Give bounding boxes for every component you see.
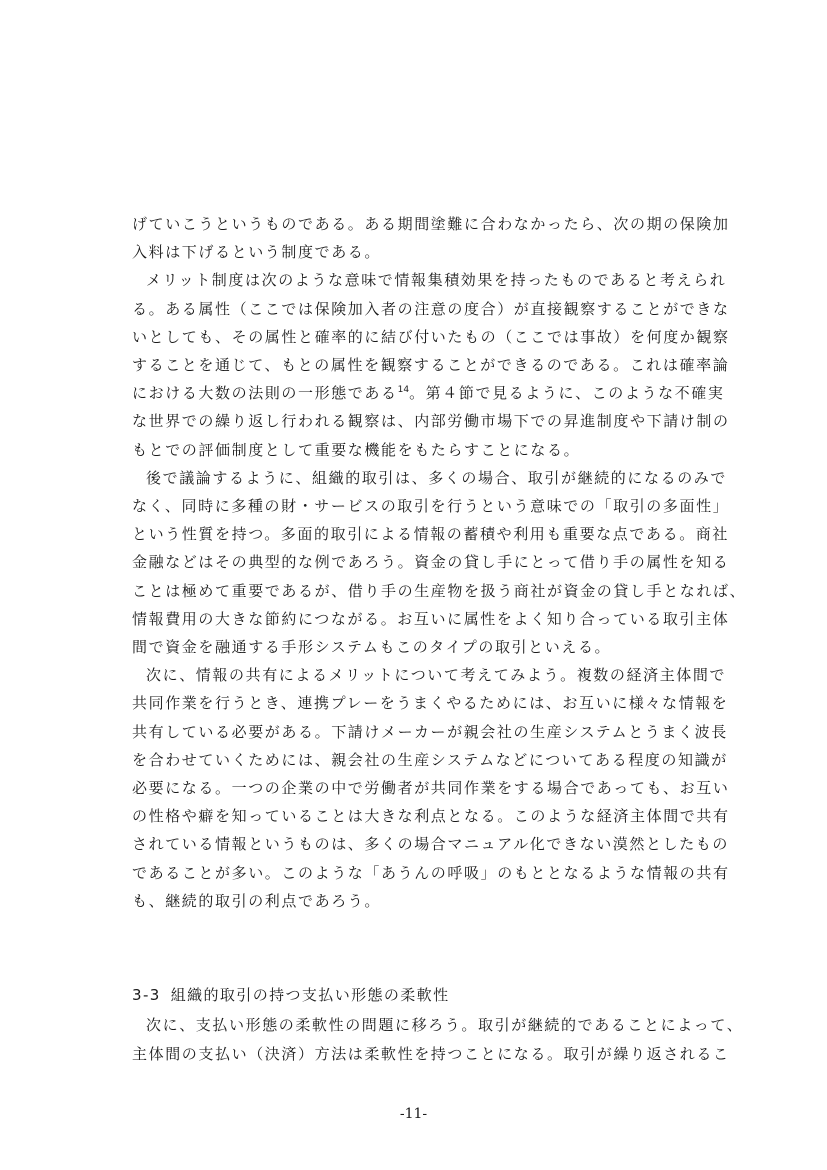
text-line xyxy=(132,355,730,375)
line-text: 次に、支払い形態の柔軟性の問題に移ろう。取引が継続的であることによって、 xyxy=(146,1016,744,1034)
line-text: することを通じて、もとの属性を観察することができるのである。これは確率論 xyxy=(132,356,730,374)
text-line xyxy=(132,581,747,601)
text-line xyxy=(132,609,730,629)
line-text: されている情報というものは、多くの場合マニュアル化できない漠然としたもの xyxy=(132,835,730,854)
text-line xyxy=(132,270,727,290)
line-text: 情報費用の大きな節約につながる。お互いに属性をよく知り合っている取引主体 xyxy=(132,609,730,628)
line-text: 後で議論するように、組織的取引は、多くの場合、取引が継続的になるのみで xyxy=(146,468,728,487)
page-number: -11- xyxy=(399,1106,428,1122)
text-line xyxy=(132,1015,744,1035)
line-text: という性質を持つ。多面的取引による情報の蓄積や利用も重要な点である。商社 xyxy=(132,525,730,544)
line-text: ことは極めて重要であるが、借り手の生産物を扱う商社が資金の貸し手となれば、 xyxy=(132,581,747,600)
text-line xyxy=(132,806,730,826)
text-line xyxy=(132,665,727,685)
text-line xyxy=(132,637,722,657)
line-text: も、継続的取引の利点であろう。 xyxy=(132,891,382,910)
line-text: いとしても、その属性と確率的に結び付いたもの（ここでは事故）を何度か観察 xyxy=(132,327,730,346)
line-text: 主体間の支払い（決済）方法は柔軟性を持つことになる。取引が繰り返されるこ xyxy=(132,1044,730,1063)
text-line xyxy=(132,411,730,431)
text-line xyxy=(132,383,725,403)
line-text: る。ある属性（ここでは保険加入者の注意の度合）が直接観察することができな xyxy=(132,299,730,318)
section-number: 3-3 xyxy=(132,986,161,1004)
line-text: な世界での繰り返し行われる観察は、内部労働市場下での昇進制度や下請け制の xyxy=(132,412,730,431)
text-line xyxy=(132,299,730,319)
line-text: げていこうというものである。ある期間塗難に合わなかったら、次の期の保険加 xyxy=(132,215,730,233)
line-text: 次に、情報の共有によるメリットについて考えてみよう。複数の経済主体間で xyxy=(146,666,727,685)
line-text: における大数の法則の一形態である xyxy=(132,384,398,403)
line-text: を合わせていくためには、親会社の生産システムなどについてある程度の知識が xyxy=(132,750,728,769)
text-line xyxy=(132,242,722,262)
line-text: 間で資金を融通する手形システムもこのタイプの取引といえる。 xyxy=(132,638,612,656)
line-text: メリット制度は次のような意味で情報集積効果を持ったものであると考えられ xyxy=(146,271,727,290)
text-line xyxy=(132,778,730,798)
line-text: 共同作業を行うとき、連携プレーをうまくやるためには、お互いに様々な情報を xyxy=(132,694,729,713)
line-text: 共有している必要がある。下請けメーカーが親会社の生産システムとうまく波長 xyxy=(132,722,728,741)
line-text: の性格や癖を知っていることは大きな利点となる。このような経済主体間で共有 xyxy=(132,807,730,826)
line-text: もとでの評価制度として重要な機能をもたらすことになる。 xyxy=(132,440,581,459)
text-line xyxy=(132,468,728,488)
text-line xyxy=(132,1044,730,1064)
text-line xyxy=(132,750,728,770)
section-title: 組織的取引の持つ支払い形態の柔軟性 xyxy=(170,986,450,1004)
line-text: なく、同時に多種の財・サービスの取引を行うという意味での「取引の多面性」 xyxy=(132,497,730,515)
text-line xyxy=(132,891,722,911)
text-line xyxy=(132,722,728,742)
section-heading xyxy=(132,985,450,1005)
line-text: 必要になる。一つの企業の中で労働者が共同作業をする場合であっても、お互い xyxy=(132,779,730,797)
text-line xyxy=(132,863,730,883)
line-text: 入料は下げるという制度である。 xyxy=(132,243,382,262)
text-line xyxy=(132,327,730,347)
text-line xyxy=(132,440,722,460)
footnote-marker: 14 xyxy=(397,385,410,396)
line-text: 金融などはその典型的な例であろう。資金の貸し手にとって借り手の属性を知る xyxy=(132,553,730,572)
text-line xyxy=(132,524,730,544)
text-line xyxy=(132,693,729,713)
line-text: であることが多い。このような「あうんの呼吸」のもととなるような情報の共有 xyxy=(132,863,730,882)
text-line xyxy=(132,552,730,572)
text-line xyxy=(132,496,730,516)
line-text-continued: 。第４節で見るように、このような不確実 xyxy=(409,384,725,403)
text-line xyxy=(132,214,730,234)
text-line xyxy=(132,834,730,854)
